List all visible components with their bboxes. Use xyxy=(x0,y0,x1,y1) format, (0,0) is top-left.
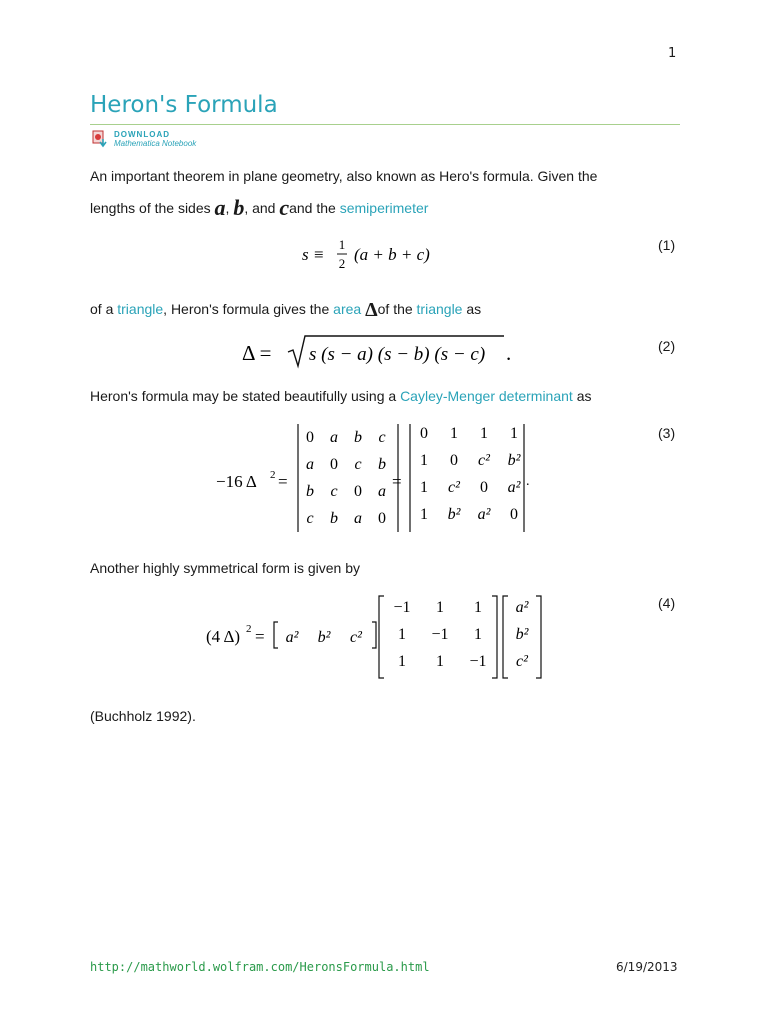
citation: (Buchholz 1992). xyxy=(90,708,196,724)
eq3-eq1: = xyxy=(278,472,288,491)
page-number: 1 xyxy=(668,46,677,61)
matrix2-cell: 0 xyxy=(510,506,518,523)
matrix3-cell: 1 xyxy=(398,626,406,643)
col-vector-cell: b² xyxy=(515,626,529,643)
footer-url-link[interactable]: http://mathworld.wolfram.com/HeronsFormula.html xyxy=(90,960,430,974)
matrix2-cell: 1 xyxy=(420,479,428,496)
matrix2-cell: c² xyxy=(448,479,460,496)
var-a: a xyxy=(214,195,226,220)
matrix3-cell: 1 xyxy=(398,653,406,670)
intro-line-1: An important theorem in plane geometry, also known as Hero's formula. Given the xyxy=(90,168,598,184)
matrix2-cell: 1 xyxy=(480,425,488,442)
matrix1-cell: 0 xyxy=(306,429,314,446)
equation-2 xyxy=(242,332,522,377)
var-b: b xyxy=(233,195,245,220)
matrix1-cell: b xyxy=(330,510,338,527)
matrix1-cell: c xyxy=(378,429,386,446)
matrix1-cell: b xyxy=(354,429,362,446)
triangle-link-1[interactable]: triangle xyxy=(117,301,164,317)
triangle-paragraph: of a triangle, Heron's formula gives the area Δof the triangle as xyxy=(90,299,482,321)
col-vector-cell: c² xyxy=(516,653,528,670)
eq3-number: (3) xyxy=(658,425,676,441)
matrix3-cell: −1 xyxy=(469,653,487,670)
eq2-lhs: Δ = xyxy=(242,341,272,365)
semiperimeter-link[interactable]: semiperimeter xyxy=(339,200,429,216)
matrix3-cell: 1 xyxy=(474,626,482,643)
cayley-menger-link[interactable]: Cayley-Menger determinant xyxy=(400,388,573,404)
download-notebook-link[interactable] xyxy=(92,128,196,150)
matrix2-cell: a² xyxy=(477,506,491,523)
matrix2-cell: b² xyxy=(507,452,521,469)
area-link[interactable]: area xyxy=(333,301,362,317)
col-vector-cell: a² xyxy=(515,599,529,616)
eq1-num: 1 xyxy=(338,237,346,252)
matrix3-cell: −1 xyxy=(393,599,411,616)
eq3-end: . xyxy=(526,474,530,489)
eq2-radicand: s (s − a) (s − b) (s − c) xyxy=(309,344,486,365)
matrix2-cell: 0 xyxy=(450,452,458,469)
matrix1-cell: a xyxy=(330,429,338,446)
eq4-exp: 2 xyxy=(246,623,252,635)
row-vector-cell: c² xyxy=(350,629,362,646)
matrix2-cell: 1 xyxy=(420,506,428,523)
matrix1-cell: b xyxy=(378,456,386,473)
eq4-eq: = xyxy=(255,627,265,646)
equation-4 xyxy=(206,592,546,692)
eq1-rhs: (a + b + c) xyxy=(354,245,430,264)
matrix3-cell: −1 xyxy=(431,626,449,643)
symmetric-paragraph: Another highly symmetrical form is given by xyxy=(90,560,360,576)
eq2-end: . xyxy=(506,341,512,365)
equation-3 xyxy=(214,420,544,545)
matrix1-cell: 0 xyxy=(378,510,386,527)
matrix2-cell: 1 xyxy=(450,425,458,442)
matrix1-cell: a xyxy=(306,456,314,473)
matrix2-cell: 0 xyxy=(480,479,488,496)
title-divider xyxy=(90,124,680,125)
eq1-number: (1) xyxy=(658,237,676,253)
eq4-number: (4) xyxy=(658,595,676,611)
matrix2-cell: b² xyxy=(447,506,461,523)
matrix1-cell: c xyxy=(306,510,314,527)
intro-line-2: lengths of the sides a, b, and cand the semiperimeter xyxy=(90,195,429,220)
download-icon xyxy=(92,130,108,148)
page-title: Heron's Formula xyxy=(90,92,278,118)
matrix1-cell: c xyxy=(354,456,362,473)
matrix2-cell: 0 xyxy=(420,425,428,442)
matrix1-cell: c xyxy=(330,483,338,500)
matrix3-cell: 1 xyxy=(436,653,444,670)
matrix3-cell: 1 xyxy=(474,599,482,616)
eq3-lhs: −16 Δ xyxy=(216,472,257,491)
matrix3-cell: 1 xyxy=(436,599,444,616)
eq1-den: 2 xyxy=(338,256,346,271)
matrix1-cell: b xyxy=(306,483,314,500)
matrix2-cell: 1 xyxy=(420,452,428,469)
triangle-link-2[interactable]: triangle xyxy=(416,301,463,317)
matrix1-cell: 0 xyxy=(330,456,338,473)
matrix2-cell: a² xyxy=(507,479,521,496)
eq2-number: (2) xyxy=(658,338,676,354)
eq3-exp: 2 xyxy=(270,469,276,481)
matrix1-cell: a xyxy=(354,510,362,527)
row-vector-cell: a² xyxy=(285,629,299,646)
matrix2-cell: 1 xyxy=(510,425,518,442)
row-vector-cell: b² xyxy=(317,629,331,646)
delta-symbol: Δ xyxy=(365,299,378,321)
matrix2-cell: c² xyxy=(478,452,490,469)
cayley-menger-paragraph: Heron's formula may be stated beautifully using a Cayley-Menger determinant as xyxy=(90,388,592,404)
download-label: DOWNLOAD xyxy=(114,130,170,139)
matrix1-cell: a xyxy=(378,483,386,500)
notebook-label: Mathematica Notebook xyxy=(114,139,197,148)
equation-1 xyxy=(302,234,452,279)
eq4-lhs: (4 Δ) xyxy=(206,627,241,646)
var-c: c xyxy=(279,195,290,220)
eq1-lhs: s ≡ xyxy=(302,245,325,264)
footer-date: 6/19/2013 xyxy=(616,960,678,974)
eq3-eq2: = xyxy=(392,472,402,491)
matrix1-cell: 0 xyxy=(354,483,362,500)
